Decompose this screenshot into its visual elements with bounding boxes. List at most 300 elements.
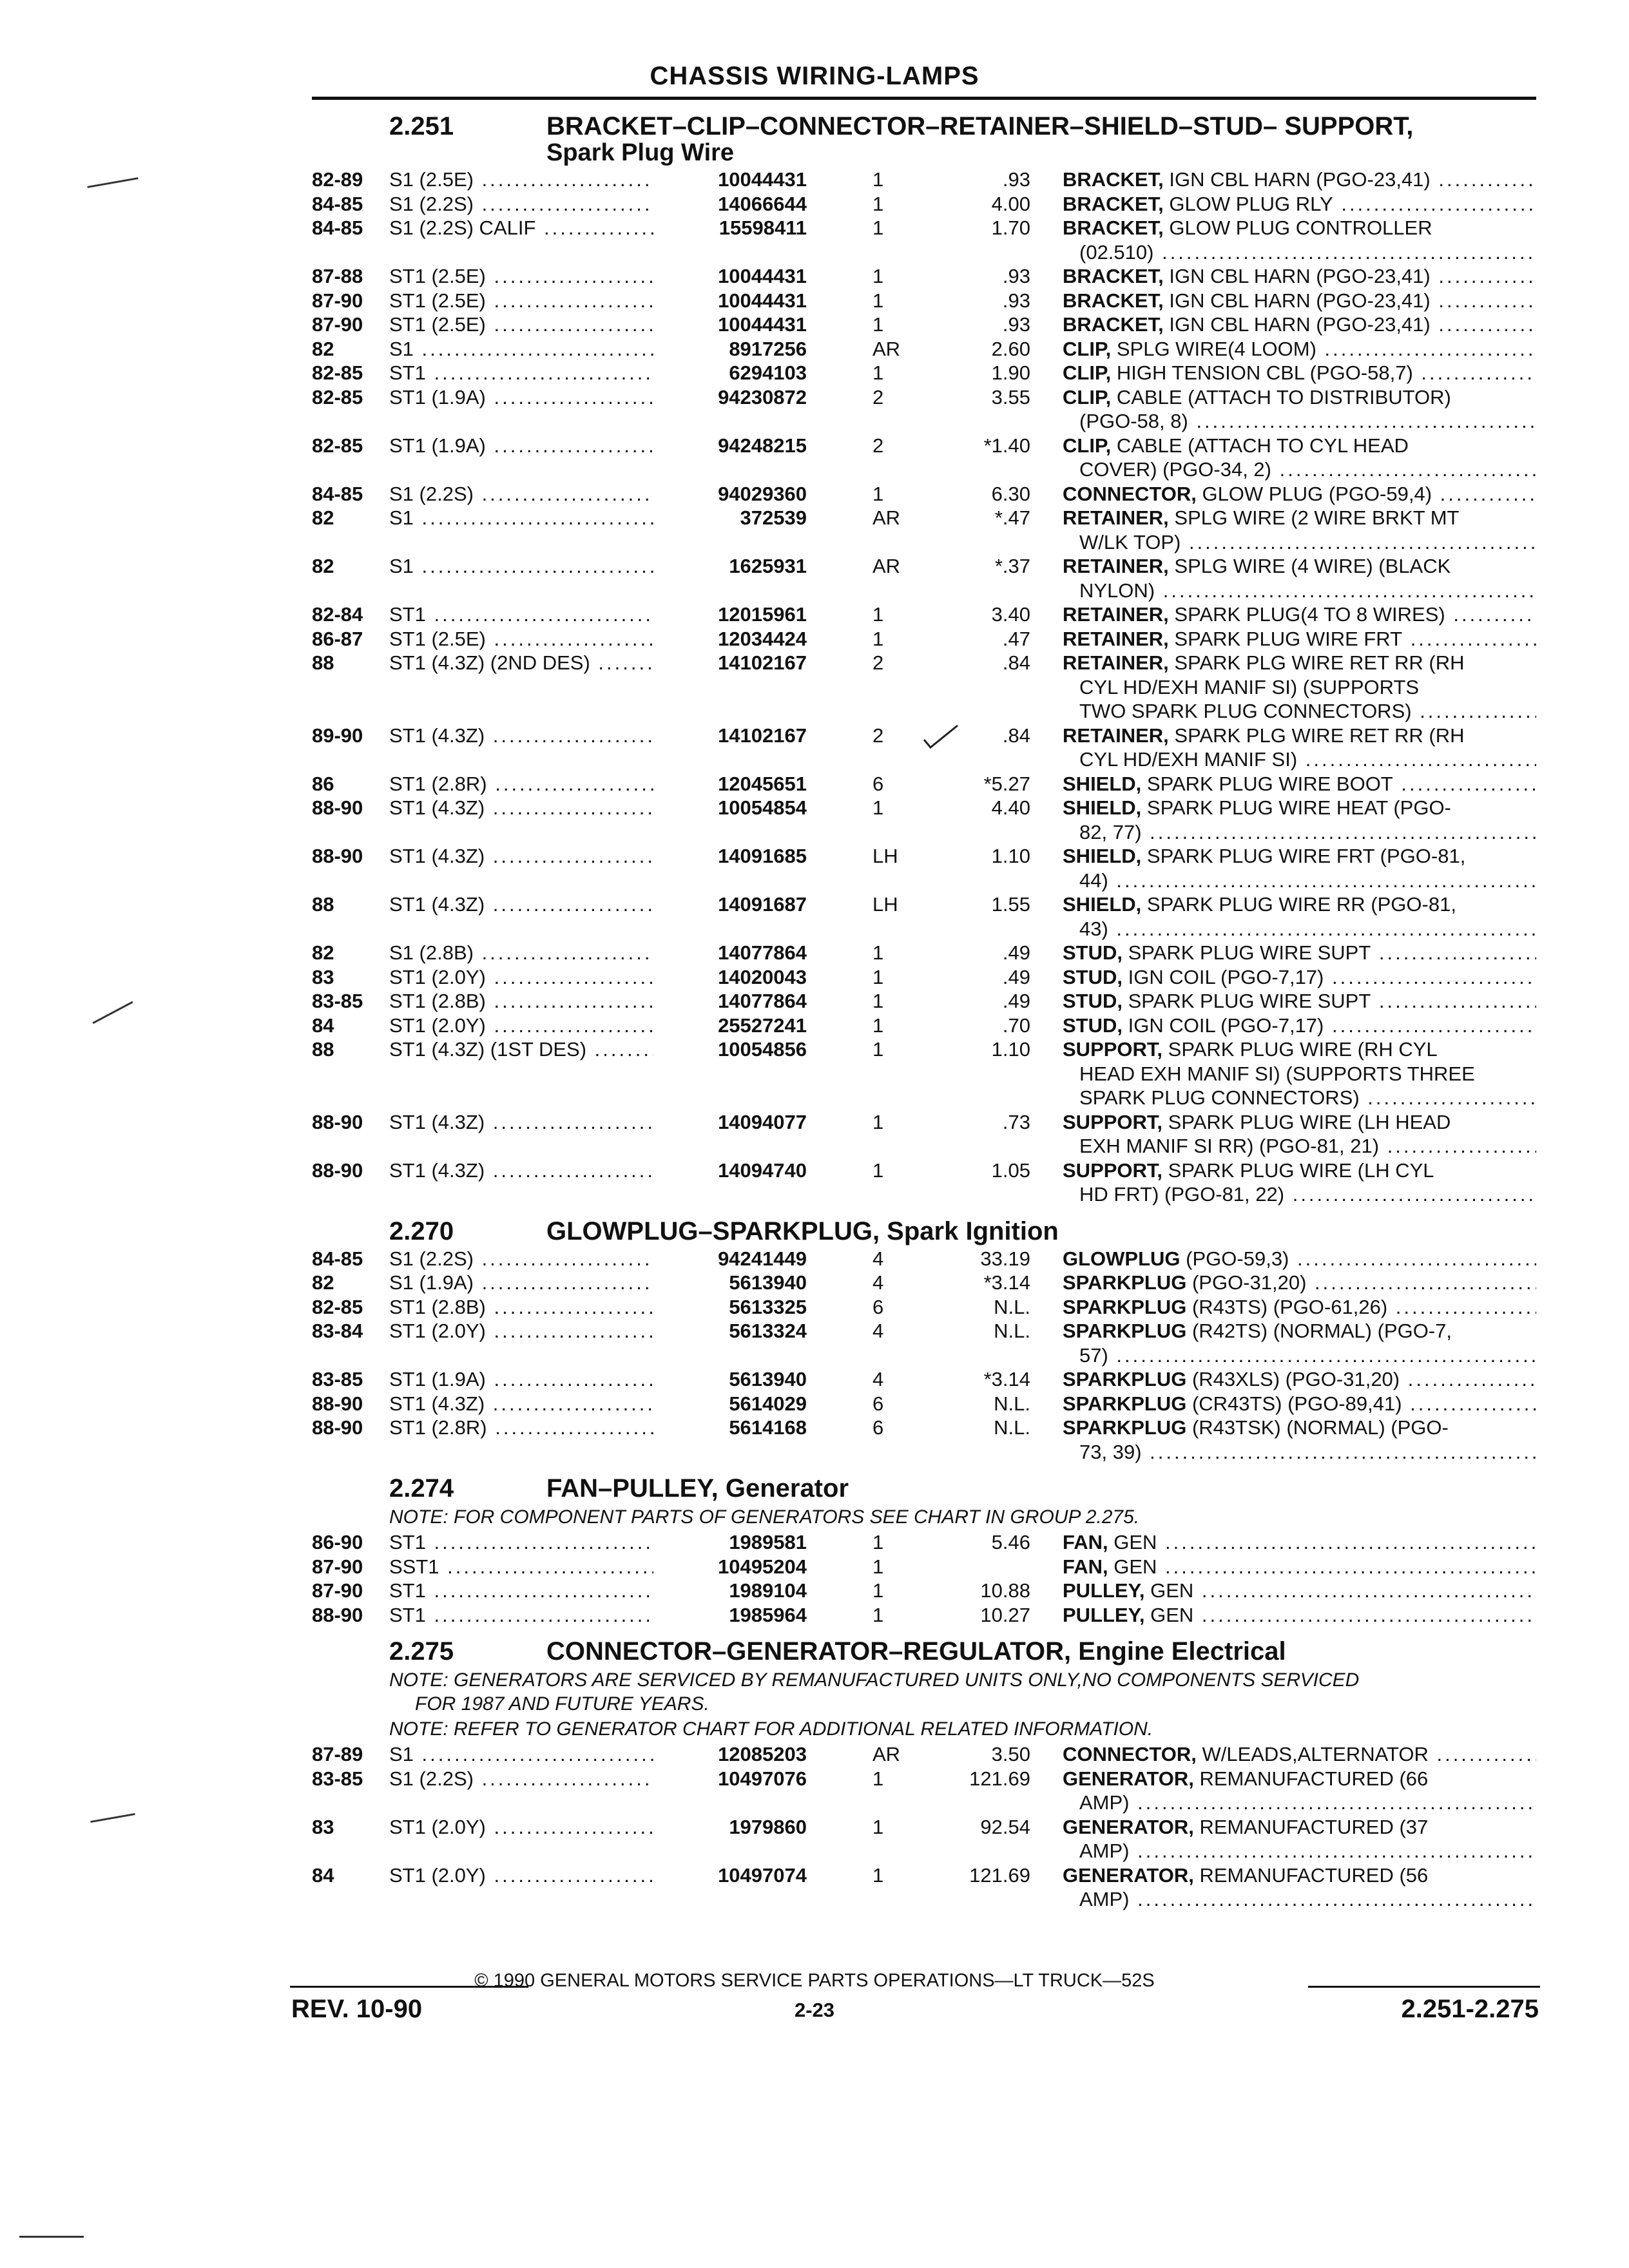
part-description [1063, 1295, 1536, 1320]
description-line [1063, 869, 1536, 893]
description-keyword: STUD, [1063, 1014, 1123, 1037]
price: 3.50 [991, 1743, 1030, 1765]
description-text: (R42TS) (NORMAL) (PGO-7, [1191, 1320, 1452, 1342]
part-row [312, 1367, 1536, 1392]
description-text: SPARK PLG WIRE RET RR (RH [1174, 724, 1465, 747]
description-keyword: RETAINER, [1063, 627, 1169, 650]
description-line [1063, 434, 1536, 458]
quantity: 1 [872, 1158, 884, 1182]
model-years: 84-85 [312, 1247, 363, 1270]
part-row [312, 892, 1536, 941]
description-line [1063, 192, 1536, 216]
description-text: SPARK PLUG WIRE (LH HEAD [1168, 1110, 1451, 1133]
section-gap [312, 1207, 1536, 1216]
part-row [312, 989, 1536, 1014]
section-heading [312, 1636, 1536, 1667]
description-text: SPARK PLUG CONNECTORS) [1079, 1086, 1360, 1109]
section-heading [312, 1473, 1536, 1504]
description-line [1063, 892, 1536, 917]
price: .93 [1002, 313, 1030, 336]
quantity: 1 [872, 482, 884, 505]
model-code: ST1 (1.9A) ..... [389, 1367, 653, 1392]
part-description [1063, 1367, 1536, 1392]
part-number: 14102167 [653, 724, 807, 748]
description-text: CABLE (ATTACH TO CYL HEAD [1116, 434, 1409, 457]
description-text: EXH MANIF SI RR) (PGO-81, 21) [1079, 1135, 1380, 1157]
description-keyword: GENERATOR, [1063, 1815, 1194, 1838]
model-years: 83 [312, 965, 334, 988]
model-code: ST1 (2.5E) ..... [389, 627, 653, 651]
model-code: ST1 (2.8R) ..... [389, 1416, 653, 1440]
quantity: 6 [872, 772, 884, 795]
model-years: 88-90 [312, 796, 363, 819]
part-description [1063, 482, 1536, 506]
part-description [1063, 892, 1536, 941]
section-number: 2.275 [389, 1637, 454, 1666]
description-text: GEN [1150, 1579, 1194, 1602]
part-row [312, 1579, 1536, 1603]
model-years: 82 [312, 506, 334, 529]
description-keyword: GENERATOR, [1063, 1767, 1194, 1790]
model-years: 87-90 [312, 313, 363, 336]
description-line [1063, 1271, 1536, 1295]
description-line [1063, 457, 1536, 482]
section-number: 2.274 [389, 1474, 454, 1503]
part-description [1063, 772, 1536, 796]
model-years: 87-90 [312, 289, 363, 312]
part-description [1063, 1037, 1536, 1110]
quantity: 2 [872, 651, 884, 674]
description-line [1063, 361, 1536, 385]
price: .70 [1002, 1014, 1030, 1037]
price: 4.00 [991, 192, 1030, 215]
quantity: 2 [872, 724, 884, 747]
part-number: 1625931 [653, 554, 807, 579]
description-line [1063, 1086, 1536, 1110]
part-row [312, 337, 1536, 361]
price: 121.69 [969, 1863, 1030, 1887]
quantity: LH [872, 845, 898, 867]
description-text: CYL HD/EXH MANIF SI) [1079, 748, 1298, 771]
description-line [1063, 1530, 1536, 1555]
description-keyword: RETAINER, [1063, 603, 1169, 626]
description-line [1063, 240, 1536, 265]
description-line [1063, 337, 1536, 361]
margin-mark [90, 1813, 135, 1823]
quantity: 1 [872, 965, 884, 988]
price: 33.19 [980, 1247, 1030, 1270]
description-keyword: SPARKPLUG [1063, 1368, 1187, 1390]
description-keyword: PULLEY, [1063, 1579, 1145, 1602]
price: 1.55 [991, 893, 1030, 916]
description-line [1063, 627, 1536, 651]
part-number: 14091687 [653, 892, 807, 917]
description-text: SPLG WIRE(4 LOOM) [1116, 337, 1316, 360]
model-years: 82 [312, 555, 334, 577]
description-line [1063, 1416, 1536, 1440]
part-row [312, 1603, 1536, 1628]
description-keyword: BRACKET, [1063, 216, 1164, 239]
part-row [312, 1110, 1536, 1158]
price: *5.27 [983, 772, 1030, 795]
description-line [1063, 724, 1536, 748]
model-years: 88-90 [312, 1603, 363, 1626]
description-text: GEN [1150, 1603, 1194, 1626]
price: 1.05 [991, 1158, 1030, 1182]
model-years: 87-88 [312, 265, 363, 287]
part-description [1063, 337, 1536, 361]
part-row [312, 361, 1536, 385]
quantity: 1 [872, 313, 884, 336]
description-keyword: SPARKPLUG [1063, 1416, 1187, 1439]
model-years: 87-90 [312, 1555, 363, 1578]
description-keyword: SUPPORT, [1063, 1158, 1163, 1182]
description-line [1063, 1579, 1536, 1603]
description-text: 44) [1079, 869, 1108, 892]
model-code: ST1 (2.0Y) ..... [389, 1014, 653, 1038]
quantity: 4 [872, 1271, 884, 1294]
description-text: CABLE (ATTACH TO DISTRIBUTOR) [1116, 385, 1451, 408]
part-number: 14102167 [653, 651, 807, 675]
section-note [312, 1668, 1536, 1716]
description-line [1063, 1440, 1536, 1465]
description-text: COVER) (PGO-34, 2) [1079, 458, 1271, 481]
model-code: ST1 ..... [389, 1530, 653, 1555]
description-text: AMP) [1079, 1888, 1130, 1910]
description-text: SPARK PLUG WIRE FRT [1174, 627, 1403, 650]
model-years: 88-90 [312, 1416, 363, 1439]
part-number: 12034424 [653, 627, 807, 651]
description-text: SPARK PLUG WIRE (LH CYL [1168, 1158, 1434, 1182]
description-text: 73, 39) [1079, 1440, 1142, 1463]
model-code: SST1 ..... [389, 1555, 653, 1579]
description-line [1063, 1742, 1536, 1767]
part-number: 14094740 [653, 1158, 807, 1183]
part-number: 14094077 [653, 1110, 807, 1135]
part-row [312, 965, 1536, 990]
part-description [1063, 554, 1536, 602]
description-line [1063, 482, 1536, 506]
part-number: 14020043 [653, 965, 807, 990]
quantity: 1 [872, 216, 884, 239]
part-number: 1989581 [653, 1530, 807, 1555]
part-number: 5614168 [653, 1416, 807, 1440]
model-code: ST1 (1.9A) ..... [389, 385, 653, 410]
model-years: 86-90 [312, 1531, 363, 1553]
description-line [1063, 820, 1536, 845]
description-keyword: RETAINER, [1063, 506, 1169, 529]
quantity: 1 [872, 1038, 884, 1061]
quantity: 4 [872, 1320, 884, 1342]
description-text: HIGH TENSION CBL (PGO-58,7) [1116, 361, 1413, 384]
description-keyword: SHIELD, [1063, 796, 1142, 819]
description-line [1063, 264, 1536, 289]
part-description [1063, 1555, 1536, 1579]
description-line [1063, 168, 1536, 192]
description-keyword: STUD, [1063, 965, 1123, 988]
part-number: 10054854 [653, 796, 807, 820]
part-row [312, 168, 1536, 192]
part-number: 94230872 [653, 385, 807, 410]
part-description [1063, 1416, 1536, 1464]
description-line [1063, 844, 1536, 869]
quantity: 1 [872, 1863, 884, 1887]
model-code: ST1 (2.8B) ..... [389, 1295, 653, 1320]
model-years: 84-85 [312, 192, 363, 215]
model-years: 82 [312, 941, 334, 964]
model-years: 89-90 [312, 724, 363, 747]
model-code: ST1 (4.3Z) ..... [389, 1392, 653, 1416]
model-years: 86 [312, 772, 334, 795]
price: N.L. [994, 1295, 1030, 1318]
margin-mark [92, 1001, 133, 1024]
model-years: 88 [312, 651, 334, 674]
description-text: 43) [1079, 917, 1108, 940]
section-subtitle-row [312, 139, 1536, 168]
description-line [1063, 675, 1536, 700]
price: 1.10 [991, 1038, 1030, 1061]
description-text: W/LK TOP) [1079, 530, 1181, 553]
quantity: AR [872, 555, 901, 577]
price: .93 [1002, 168, 1030, 191]
part-row [312, 1815, 1536, 1863]
model-code: S1 (2.8B) ..... [389, 941, 653, 965]
description-line [1063, 312, 1536, 337]
footer-copyright: © 1990 GENERAL MOTORS SERVICE PARTS OPERATIONS—LT TRUCK—52S [474, 1970, 1155, 1991]
price: .47 [1002, 627, 1030, 650]
description-text: (02.510) [1079, 240, 1154, 264]
section-gap [312, 1464, 1536, 1473]
footer-rule-right [1308, 1986, 1540, 1988]
part-number: 14077864 [653, 941, 807, 965]
description-text: SPARK PLUG WIRE SUPT [1128, 990, 1371, 1012]
model-years: 88-90 [312, 1158, 363, 1182]
section-gap [312, 1627, 1536, 1636]
part-description [1063, 1767, 1536, 1815]
note-line: NOTE: REFER TO GENERATOR CHART FOR ADDITIONAL RELATED INFORMATION. [389, 1718, 1153, 1740]
part-description [1063, 941, 1536, 965]
description-keyword: RETAINER, [1063, 555, 1169, 577]
description-line [1063, 941, 1536, 965]
description-line [1063, 1555, 1536, 1579]
part-description [1063, 651, 1536, 724]
part-row [312, 796, 1536, 844]
part-row [312, 554, 1536, 602]
part-row [312, 602, 1536, 627]
price: 92.54 [980, 1815, 1030, 1838]
part-number: 1979860 [653, 1815, 807, 1840]
description-keyword: BRACKET, [1063, 168, 1164, 191]
model-years: 84-85 [312, 216, 363, 239]
model-years: 88-90 [312, 845, 363, 867]
description-keyword: STUD, [1063, 941, 1123, 964]
description-line [1063, 1319, 1536, 1343]
model-years: 82 [312, 1271, 334, 1294]
price: 1.10 [991, 845, 1030, 867]
price: *.37 [994, 555, 1030, 577]
footer-page-number: 2-23 [794, 1999, 835, 2021]
quantity: 1 [872, 361, 884, 384]
price: .49 [1002, 941, 1030, 964]
model-code: ST1 (2.0Y) ..... [389, 1815, 653, 1840]
description-keyword: SHIELD, [1063, 845, 1142, 867]
description-line [1063, 530, 1536, 555]
description-line [1063, 772, 1536, 796]
description-keyword: CLIP, [1063, 337, 1112, 360]
description-line [1063, 1815, 1536, 1840]
part-number: 1989104 [653, 1579, 807, 1603]
description-keyword: SPARKPLUG [1063, 1295, 1187, 1318]
part-number: 15598411 [653, 216, 807, 240]
description-keyword: CLIP, [1063, 385, 1112, 408]
description-keyword: RETAINER, [1063, 724, 1169, 747]
section-heading [312, 111, 1536, 142]
part-description [1063, 1392, 1536, 1416]
description-keyword: CLIP, [1063, 361, 1112, 384]
description-line [1063, 602, 1536, 627]
quantity: AR [872, 1743, 901, 1765]
quantity: 1 [872, 990, 884, 1012]
part-description [1063, 1158, 1536, 1207]
model-code: ST1 (2.8R) ..... [389, 772, 653, 796]
part-description [1063, 1815, 1536, 1863]
price: 3.40 [991, 603, 1030, 626]
model-code: ST1 (2.5E) ..... [389, 289, 653, 313]
note-line: NOTE: GENERATORS ARE SERVICED BY REMANUFACTURED UNITS ONLY,NO COMPONENTS SERVICED [389, 1669, 1360, 1691]
price: 10.27 [980, 1603, 1030, 1626]
part-description [1063, 1742, 1536, 1767]
description-text: GLOW PLUG RLY [1169, 192, 1333, 215]
description-line [1063, 1295, 1536, 1320]
model-years: 82-85 [312, 385, 363, 408]
part-description [1063, 796, 1536, 844]
part-description [1063, 844, 1536, 892]
part-row [312, 1392, 1536, 1416]
description-line [1063, 917, 1536, 941]
part-description [1063, 965, 1536, 990]
part-row [312, 312, 1536, 337]
part-row [312, 1247, 1536, 1271]
quantity: 1 [872, 1110, 884, 1133]
part-row [312, 1555, 1536, 1579]
quantity: 1 [872, 289, 884, 312]
description-keyword: BRACKET, [1063, 192, 1164, 215]
part-description [1063, 1863, 1536, 1912]
price: .93 [1002, 265, 1030, 287]
description-keyword: SUPPORT, [1063, 1038, 1163, 1061]
model-years: 82 [312, 337, 334, 360]
description-text: REMANUFACTURED (56 [1199, 1863, 1429, 1887]
part-number: 10044431 [653, 168, 807, 192]
part-number: 94241449 [653, 1247, 807, 1271]
description-line [1063, 989, 1536, 1014]
model-years: 83-85 [312, 990, 363, 1012]
part-row [312, 1530, 1536, 1555]
quantity: 1 [872, 627, 884, 650]
part-description [1063, 627, 1536, 651]
description-text: GLOW PLUG (PGO-59,4) [1202, 482, 1432, 505]
model-years: 83-85 [312, 1368, 363, 1390]
title-rule [312, 97, 1536, 100]
description-line [1063, 1367, 1536, 1392]
description-text: (PGO-31,20) [1191, 1271, 1307, 1294]
page-title: CHASSIS WIRING-LAMPS [650, 62, 979, 90]
part-number: 10054856 [653, 1037, 807, 1062]
description-text: (PGO-59,3) [1186, 1247, 1289, 1270]
part-description [1063, 1530, 1536, 1555]
description-line [1063, 579, 1536, 603]
description-keyword: SPARKPLUG [1063, 1392, 1187, 1415]
section-title: CONNECTOR–GENERATOR–REGULATOR, Engine Electrical [546, 1637, 1286, 1666]
section-note [312, 1505, 1536, 1529]
model-years: 82-85 [312, 434, 363, 457]
part-row [312, 772, 1536, 796]
part-description [1063, 312, 1536, 337]
part-number: 5614029 [653, 1392, 807, 1416]
description-keyword: BRACKET, [1063, 265, 1164, 287]
quantity: AR [872, 506, 901, 529]
description-line [1063, 1343, 1536, 1368]
model-code: ST1 (1.9A) ..... [389, 434, 653, 458]
description-text: IGN COIL (PGO-7,17) [1128, 1014, 1324, 1037]
description-keyword: SPARKPLUG [1063, 1271, 1187, 1294]
part-description [1063, 602, 1536, 627]
description-keyword: STUD, [1063, 990, 1123, 1012]
part-description [1063, 506, 1536, 554]
model-years: 83-84 [312, 1320, 363, 1342]
model-code: ST1 ..... [389, 1603, 653, 1628]
model-code: ST1 (2.8B) ..... [389, 989, 653, 1014]
model-years: 84 [312, 1014, 334, 1037]
quantity: 2 [872, 385, 884, 408]
model-years: 88-90 [312, 1392, 363, 1415]
part-row [312, 1742, 1536, 1767]
description-line [1063, 1037, 1536, 1062]
part-number: 12085203 [653, 1742, 807, 1767]
description-line [1063, 1158, 1536, 1183]
price: .49 [1002, 965, 1030, 988]
description-line [1063, 1392, 1536, 1416]
part-row [312, 941, 1536, 965]
description-text: REMANUFACTURED (66 [1199, 1767, 1429, 1790]
margin-mark [87, 177, 138, 188]
model-code: S1 (2.2S) ..... [389, 1247, 653, 1271]
part-row [312, 651, 1536, 724]
description-text: SPARK PLUG WIRE HEAT (PGO- [1146, 796, 1451, 819]
part-row [312, 506, 1536, 554]
part-row [312, 289, 1536, 313]
part-number: 94029360 [653, 482, 807, 506]
part-number: 12015961 [653, 602, 807, 627]
quantity: 6 [872, 1416, 884, 1439]
description-keyword: CONNECTOR, [1063, 482, 1197, 505]
part-description [1063, 361, 1536, 385]
description-line [1063, 1767, 1536, 1791]
model-code: ST1 (4.3Z) ..... [389, 1158, 653, 1183]
part-number: 5613940 [653, 1271, 807, 1295]
part-description [1063, 385, 1536, 434]
description-keyword: GENERATOR, [1063, 1863, 1194, 1887]
description-text: IGN COIL (PGO-7,17) [1128, 965, 1324, 988]
description-keyword: BRACKET, [1063, 289, 1164, 312]
price: 10.88 [980, 1579, 1030, 1602]
description-text: (R43TS) (PGO-61,26) [1191, 1295, 1388, 1318]
model-code: S1 (2.2S) ..... [389, 482, 653, 506]
price: .49 [1002, 990, 1030, 1012]
model-code: ST1 (2.5E) ..... [389, 312, 653, 337]
quantity: 2 [872, 434, 884, 457]
part-row [312, 627, 1536, 651]
